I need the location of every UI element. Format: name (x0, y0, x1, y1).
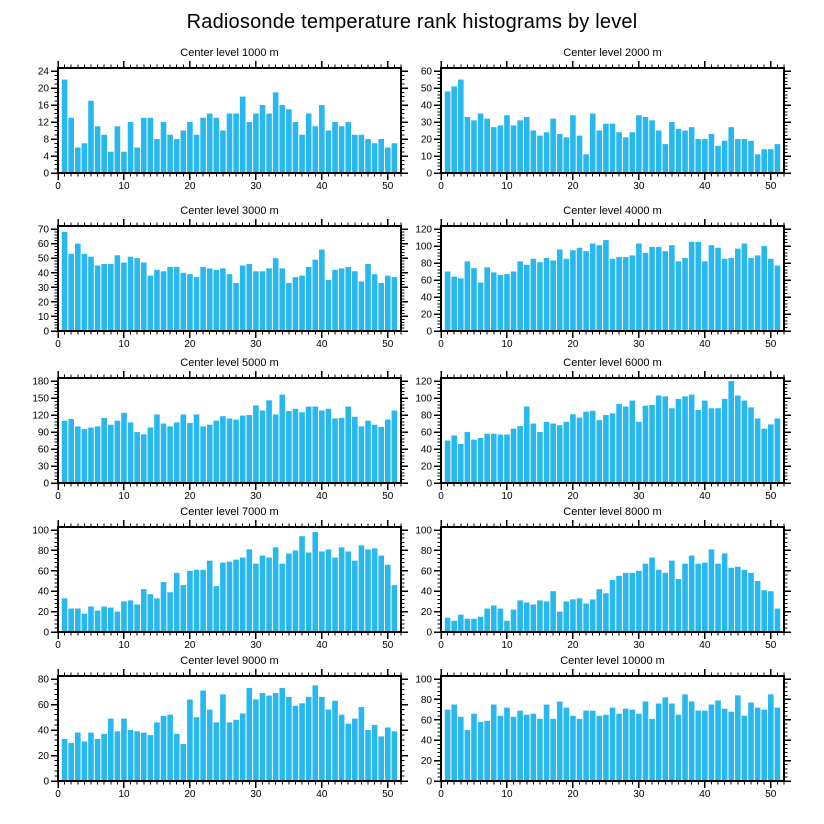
svg-text:0: 0 (438, 640, 444, 651)
svg-text:50: 50 (382, 640, 394, 651)
svg-text:20: 20 (184, 181, 196, 192)
histogram-7000m (0, 518, 412, 657)
histogram-5000m (0, 369, 412, 508)
svg-text:40: 40 (316, 640, 328, 651)
svg-text:20: 20 (567, 181, 579, 192)
subplot-title-9000m: Center level 9000 m (180, 655, 279, 667)
svg-text:40: 40 (37, 586, 49, 598)
svg-text:0: 0 (426, 168, 432, 180)
svg-text:12: 12 (37, 117, 49, 129)
svg-text:20: 20 (37, 83, 49, 95)
svg-text:60: 60 (420, 66, 432, 78)
svg-text:50: 50 (382, 339, 394, 350)
svg-text:0: 0 (55, 491, 61, 502)
svg-text:0: 0 (438, 339, 444, 350)
svg-text:20: 20 (567, 491, 579, 502)
svg-text:20: 20 (567, 640, 579, 651)
svg-text:20: 20 (184, 339, 196, 350)
svg-text:20: 20 (37, 751, 49, 763)
svg-text:20: 20 (37, 607, 49, 619)
subplot-1000m (0, 35, 412, 201)
svg-text:50: 50 (765, 789, 777, 800)
svg-text:10: 10 (118, 640, 130, 651)
svg-text:20: 20 (420, 309, 432, 321)
svg-text:120: 120 (415, 376, 432, 388)
svg-text:60: 60 (37, 700, 49, 712)
svg-text:80: 80 (420, 258, 432, 270)
histogram-2000m (412, 59, 824, 198)
svg-text:60: 60 (420, 715, 432, 727)
svg-text:80: 80 (37, 674, 49, 686)
svg-text:40: 40 (316, 789, 328, 800)
svg-text:60: 60 (37, 444, 49, 456)
svg-text:10: 10 (118, 339, 130, 350)
svg-text:50: 50 (765, 181, 777, 192)
svg-text:40: 40 (316, 181, 328, 192)
svg-text:10: 10 (118, 181, 130, 192)
svg-text:180: 180 (32, 376, 49, 388)
svg-text:10: 10 (420, 151, 432, 163)
svg-text:80: 80 (420, 694, 432, 706)
histogram-4000m (412, 217, 824, 356)
subplot-title-4000m: Center level 4000 m (563, 205, 662, 217)
svg-text:30: 30 (250, 640, 262, 651)
figure-title: Radiosonde temperature rank histograms by level (186, 11, 638, 33)
svg-text:20: 20 (420, 756, 432, 768)
svg-text:40: 40 (37, 268, 49, 280)
svg-text:50: 50 (420, 83, 432, 95)
svg-text:100: 100 (415, 241, 432, 253)
subplot-title-2000m: Center level 2000 m (563, 47, 662, 59)
subplot-6000m (412, 345, 824, 511)
svg-text:0: 0 (438, 181, 444, 192)
subplot-title-3000m: Center level 3000 m (180, 205, 279, 217)
svg-text:30: 30 (633, 789, 645, 800)
svg-text:40: 40 (699, 491, 711, 502)
svg-text:50: 50 (382, 789, 394, 800)
svg-text:100: 100 (32, 525, 49, 537)
subplot-3000m (0, 193, 412, 359)
svg-text:10: 10 (501, 339, 513, 350)
svg-text:24: 24 (37, 66, 49, 78)
svg-text:0: 0 (426, 478, 432, 490)
svg-text:20: 20 (184, 789, 196, 800)
svg-text:70: 70 (37, 224, 49, 236)
svg-text:10: 10 (501, 640, 513, 651)
svg-text:100: 100 (415, 674, 432, 686)
svg-text:0: 0 (43, 326, 49, 338)
svg-text:0: 0 (426, 627, 432, 639)
subplot-title-8000m: Center level 8000 m (563, 506, 662, 518)
svg-text:0: 0 (43, 776, 49, 788)
subplot-title-6000m: Center level 6000 m (563, 357, 662, 369)
svg-text:30: 30 (633, 339, 645, 350)
subplot-10000m (412, 643, 824, 809)
svg-text:50: 50 (765, 640, 777, 651)
svg-text:20: 20 (37, 297, 49, 309)
histogram-9000m (0, 667, 412, 806)
svg-text:80: 80 (37, 545, 49, 557)
svg-text:40: 40 (420, 100, 432, 112)
svg-text:10: 10 (118, 789, 130, 800)
svg-text:40: 40 (316, 339, 328, 350)
svg-text:30: 30 (250, 181, 262, 192)
svg-text:40: 40 (420, 735, 432, 747)
subplot-title-10000m: Center level 10000 m (560, 655, 665, 667)
svg-text:150: 150 (32, 393, 49, 405)
subplot-title-5000m: Center level 5000 m (180, 357, 279, 369)
svg-text:20: 20 (184, 640, 196, 651)
svg-text:20: 20 (184, 491, 196, 502)
histogram-10000m (412, 667, 824, 806)
svg-text:40: 40 (420, 292, 432, 304)
svg-text:0: 0 (426, 326, 432, 338)
svg-text:20: 20 (567, 789, 579, 800)
svg-text:0: 0 (55, 789, 61, 800)
svg-text:30: 30 (633, 491, 645, 502)
svg-text:50: 50 (382, 491, 394, 502)
svg-text:0: 0 (43, 478, 49, 490)
svg-text:0: 0 (426, 776, 432, 788)
svg-text:50: 50 (765, 339, 777, 350)
svg-text:10: 10 (501, 181, 513, 192)
svg-text:40: 40 (420, 586, 432, 598)
svg-text:100: 100 (415, 393, 432, 405)
svg-text:40: 40 (37, 725, 49, 737)
svg-text:40: 40 (699, 789, 711, 800)
svg-text:0: 0 (55, 640, 61, 651)
svg-text:10: 10 (118, 491, 130, 502)
svg-text:20: 20 (567, 339, 579, 350)
svg-text:30: 30 (633, 181, 645, 192)
svg-text:60: 60 (37, 566, 49, 578)
svg-text:30: 30 (37, 282, 49, 294)
svg-text:80: 80 (420, 545, 432, 557)
svg-text:60: 60 (37, 239, 49, 251)
subplot-2000m (412, 35, 824, 201)
svg-text:20: 20 (420, 461, 432, 473)
svg-text:60: 60 (420, 427, 432, 439)
subplot-4000m (412, 193, 824, 359)
svg-text:40: 40 (316, 491, 328, 502)
svg-text:50: 50 (765, 491, 777, 502)
svg-text:30: 30 (250, 789, 262, 800)
histogram-8000m (412, 518, 824, 657)
svg-text:50: 50 (37, 253, 49, 265)
svg-text:0: 0 (55, 181, 61, 192)
svg-text:30: 30 (250, 491, 262, 502)
svg-text:0: 0 (43, 168, 49, 180)
svg-text:40: 40 (699, 181, 711, 192)
svg-text:40: 40 (699, 640, 711, 651)
svg-text:80: 80 (420, 410, 432, 422)
svg-text:0: 0 (43, 627, 49, 639)
svg-text:30: 30 (37, 461, 49, 473)
svg-text:60: 60 (420, 275, 432, 287)
svg-text:120: 120 (32, 410, 49, 422)
subplot-title-7000m: Center level 7000 m (180, 506, 279, 518)
svg-text:4: 4 (43, 151, 49, 163)
histogram-3000m (0, 217, 412, 356)
svg-text:10: 10 (501, 491, 513, 502)
subplot-title-1000m: Center level 1000 m (180, 47, 279, 59)
svg-text:16: 16 (37, 100, 49, 112)
svg-text:30: 30 (420, 117, 432, 129)
svg-text:20: 20 (420, 607, 432, 619)
svg-text:120: 120 (415, 224, 432, 236)
svg-text:0: 0 (438, 491, 444, 502)
subplot-5000m (0, 345, 412, 511)
svg-text:10: 10 (37, 311, 49, 323)
subplot-8000m (412, 494, 824, 660)
histogram-6000m (412, 369, 824, 508)
svg-text:40: 40 (699, 339, 711, 350)
svg-text:60: 60 (420, 566, 432, 578)
histogram-1000m (0, 59, 412, 198)
svg-text:8: 8 (43, 134, 49, 146)
subplot-9000m (0, 643, 412, 809)
svg-text:50: 50 (382, 181, 394, 192)
subplot-7000m (0, 494, 412, 660)
svg-text:20: 20 (420, 134, 432, 146)
svg-text:0: 0 (55, 339, 61, 350)
svg-text:0: 0 (438, 789, 444, 800)
svg-text:30: 30 (250, 339, 262, 350)
svg-text:30: 30 (633, 640, 645, 651)
svg-text:40: 40 (420, 444, 432, 456)
svg-text:90: 90 (37, 427, 49, 439)
svg-text:100: 100 (415, 525, 432, 537)
svg-text:10: 10 (501, 789, 513, 800)
